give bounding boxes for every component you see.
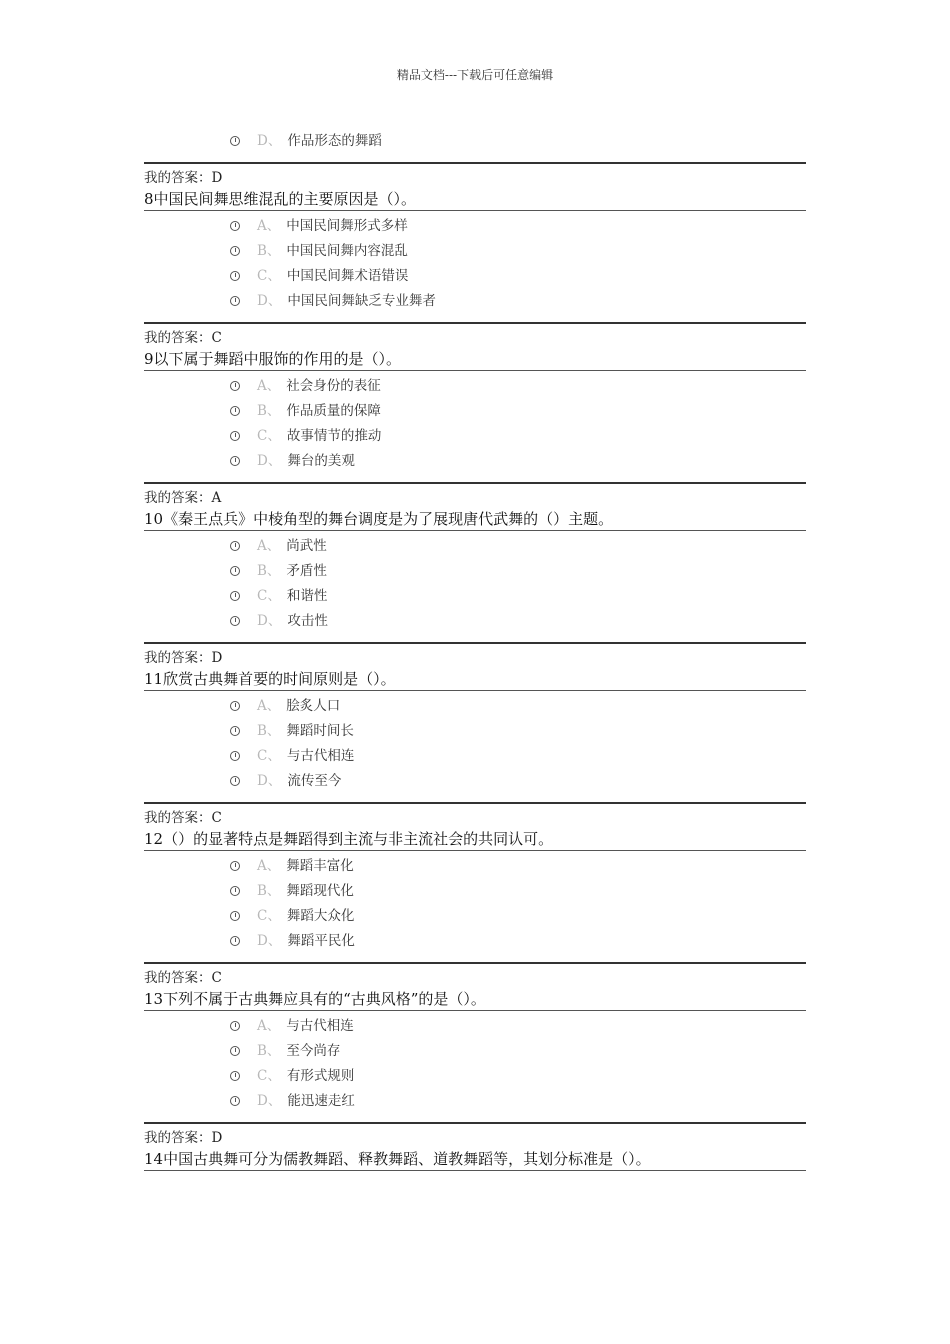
option-b[interactable] [144,398,806,423]
option-separator: 、 [267,132,282,149]
option-letter: A [257,377,267,394]
question-text [144,828,806,851]
option-separator: 、 [266,217,281,234]
my-answer [144,804,806,828]
option-letter: D [257,132,268,149]
option-d[interactable] [144,128,806,153]
radio-icon[interactable] [230,566,240,576]
option-b[interactable] [144,718,806,743]
option-separator: 、 [267,427,281,444]
question-number: 10 [144,510,164,528]
option-separator: 、 [266,722,281,739]
question-block [144,348,806,508]
option-letter: B [257,242,267,259]
option-letter: B [257,722,267,739]
option-separator: 、 [266,242,281,259]
option-text: 和谐性 [286,587,328,604]
option-d[interactable] [144,928,806,953]
option-letter: D [257,772,268,789]
option-separator: 、 [266,377,281,394]
option-letter: A [257,1017,267,1034]
option-letter: C [257,587,268,604]
question-stem: 中国民间舞思维混乱的主要原因是（）。 [153,190,417,208]
radio-icon[interactable] [230,246,240,256]
my-answer [144,324,806,348]
option-a[interactable] [144,853,806,878]
option-separator: 、 [266,402,281,419]
option-letter: B [257,882,267,899]
option-c[interactable] [144,743,806,768]
answer-label: 我的答案： [144,810,212,826]
option-d[interactable] [144,768,806,793]
option-separator: 、 [267,267,281,284]
option-separator: 、 [266,697,281,714]
option-a[interactable] [144,533,806,558]
option-a[interactable] [144,1013,806,1038]
answer-value: C [211,810,222,826]
option-text: 中国民间舞形式多样 [286,217,408,234]
radio-icon[interactable] [230,271,240,281]
option-separator: 、 [266,857,281,874]
option-letter: A [257,217,267,234]
answer-label: 我的答案： [144,1130,212,1146]
question-block [144,668,806,828]
my-answer [144,1124,806,1148]
answer-label: 我的答案： [144,330,212,346]
question-text [144,1148,806,1171]
option-text: 舞蹈时间长 [286,722,354,739]
radio-icon[interactable] [230,431,240,441]
answer-label: 我的答案： [144,970,212,986]
question-text [144,508,806,531]
option-d[interactable] [144,448,806,473]
answer-value: C [211,970,222,986]
question-stem: 《秦王点兵》中棱角型的舞台调度是为了展现唐代武舞的（）主题。 [163,510,614,528]
option-text: 舞蹈现代化 [286,882,354,899]
option-c[interactable] [144,583,806,608]
option-text: 中国民间舞术语错误 [286,267,409,284]
radio-icon[interactable] [230,1021,240,1031]
option-d[interactable] [144,608,806,633]
option-separator: 、 [267,747,281,764]
option-letter: C [257,747,268,764]
question-number: 12 [144,830,164,848]
option-separator: 、 [266,562,281,579]
option-list [144,371,806,473]
radio-icon[interactable] [230,541,240,551]
option-letter: D [257,1092,268,1109]
option-a[interactable] [144,213,806,238]
option-list [144,851,806,953]
option-letter: B [257,402,267,419]
option-letter: A [257,857,267,874]
option-list [144,1011,806,1113]
option-a[interactable] [144,693,806,718]
question-block [144,988,806,1148]
my-answer [144,644,806,668]
radio-icon[interactable] [230,726,240,736]
option-text: 舞蹈平民化 [287,932,355,949]
radio-icon[interactable] [230,136,240,146]
question-text [144,988,806,1011]
option-letter: C [257,427,268,444]
radio-icon[interactable] [230,1096,240,1106]
radio-icon[interactable] [230,1071,240,1081]
option-separator: 、 [266,1042,281,1059]
option-letter: C [257,1067,268,1084]
option-list [144,211,806,313]
option-text: 尚武性 [286,537,327,554]
option-separator: 、 [267,612,282,629]
question-number: 8 [144,190,154,208]
option-b[interactable] [144,878,806,903]
radio-icon[interactable] [230,591,240,601]
my-answer [144,164,806,188]
question-text [144,348,806,371]
radio-icon[interactable] [230,936,240,946]
option-c[interactable] [144,263,806,288]
option-d[interactable] [144,1088,806,1113]
option-text: 与古代相连 [286,1017,354,1034]
option-b[interactable] [144,238,806,263]
option-c[interactable] [144,903,806,928]
option-separator: 、 [267,1067,281,1084]
answer-value: C [211,330,222,346]
option-letter: C [257,267,268,284]
question-block [144,828,806,988]
option-separator: 、 [266,882,281,899]
radio-icon[interactable] [230,381,240,391]
option-letter: D [257,452,268,469]
answer-label: 我的答案： [144,490,212,506]
my-answer [144,964,806,988]
option-text: 故事情节的推动 [286,427,382,444]
radio-icon[interactable] [230,701,240,711]
question-number: 13 [144,990,164,1008]
answer-value: D [211,1130,223,1146]
question-stem: （）的显著特点是舞蹈得到主流与非主流社会的共同认可。 [163,830,554,848]
option-text: 舞台的美观 [287,452,355,469]
answer-value: A [211,490,222,506]
question-list [144,188,806,1171]
radio-icon[interactable] [230,776,240,786]
quiz-content [144,128,806,1171]
question-number: 14 [144,1150,164,1168]
option-text: 舞蹈大众化 [286,907,355,924]
question-stem: 欣赏古典舞首要的时间原则是（）。 [163,670,396,688]
option-d[interactable] [144,288,806,313]
option-letter: A [257,537,267,554]
option-text: 舞蹈丰富化 [286,857,354,874]
option-text: 脍炙人口 [286,697,341,714]
question-block [144,188,806,348]
option-separator: 、 [267,587,281,604]
answer-label: 我的答案： [144,650,212,666]
radio-icon[interactable] [230,751,240,761]
radio-icon[interactable] [230,911,240,921]
option-separator: 、 [267,772,282,789]
option-separator: 、 [267,292,282,309]
radio-icon[interactable] [230,861,240,871]
radio-icon[interactable] [230,616,240,626]
question-number: 9 [144,350,154,368]
option-separator: 、 [267,1092,282,1109]
option-b[interactable] [144,1038,806,1063]
question-number: 11 [144,670,164,688]
option-text: 流传至今 [287,772,342,789]
option-text: 至今尚存 [286,1042,341,1059]
option-letter: B [257,1042,267,1059]
page-header: 精品文档---下载后可任意编辑 [396,68,554,82]
radio-icon[interactable] [230,456,240,466]
question-block [144,1148,806,1171]
option-c[interactable] [144,1063,806,1088]
option-separator: 、 [267,907,281,924]
radio-icon[interactable] [230,406,240,416]
option-letter: D [257,612,268,629]
option-text: 能迅速走红 [287,1092,355,1109]
option-text: 与古代相连 [286,747,355,764]
answer-value: D [211,170,223,186]
option-text: 有形式规则 [286,1067,355,1084]
option-text: 社会身份的表征 [286,377,381,394]
radio-icon[interactable] [230,886,240,896]
my-answer [144,484,806,508]
question-stem: 中国古典舞可分为儒教舞蹈、释教舞蹈、道教舞蹈等，其划分标准是（）。 [163,1150,651,1168]
question-stem: 下列不属于古典舞应具有的“古典风格”的是（）。 [163,990,486,1008]
option-text: 作品质量的保障 [286,402,381,419]
option-text: 中国民间舞缺乏专业舞者 [287,292,436,309]
question-stem: 以下属于舞蹈中服饰的作用的是（）。 [153,350,402,368]
question-block [144,508,806,668]
option-b[interactable] [144,558,806,583]
option-list [144,531,806,633]
option-letter: B [257,562,267,579]
radio-icon[interactable] [230,296,240,306]
option-separator: 、 [267,452,282,469]
option-separator: 、 [266,1017,281,1034]
option-text: 中国民间舞内容混乱 [286,242,408,259]
option-letter: D [257,932,268,949]
radio-icon[interactable] [230,221,240,231]
answer-value: D [211,650,223,666]
question-text [144,668,806,691]
option-list [144,691,806,793]
option-letter: C [257,907,268,924]
option-text: 作品形态的舞蹈 [287,132,382,149]
option-a[interactable] [144,373,806,398]
question-text [144,188,806,211]
answer-label: 我的答案： [144,170,212,186]
option-separator: 、 [266,537,281,554]
option-c[interactable] [144,423,806,448]
radio-icon[interactable] [230,1046,240,1056]
option-letter: D [257,292,268,309]
option-letter: A [257,697,267,714]
option-separator: 、 [267,932,282,949]
option-text: 攻击性 [287,612,328,629]
option-text: 矛盾性 [286,562,327,579]
